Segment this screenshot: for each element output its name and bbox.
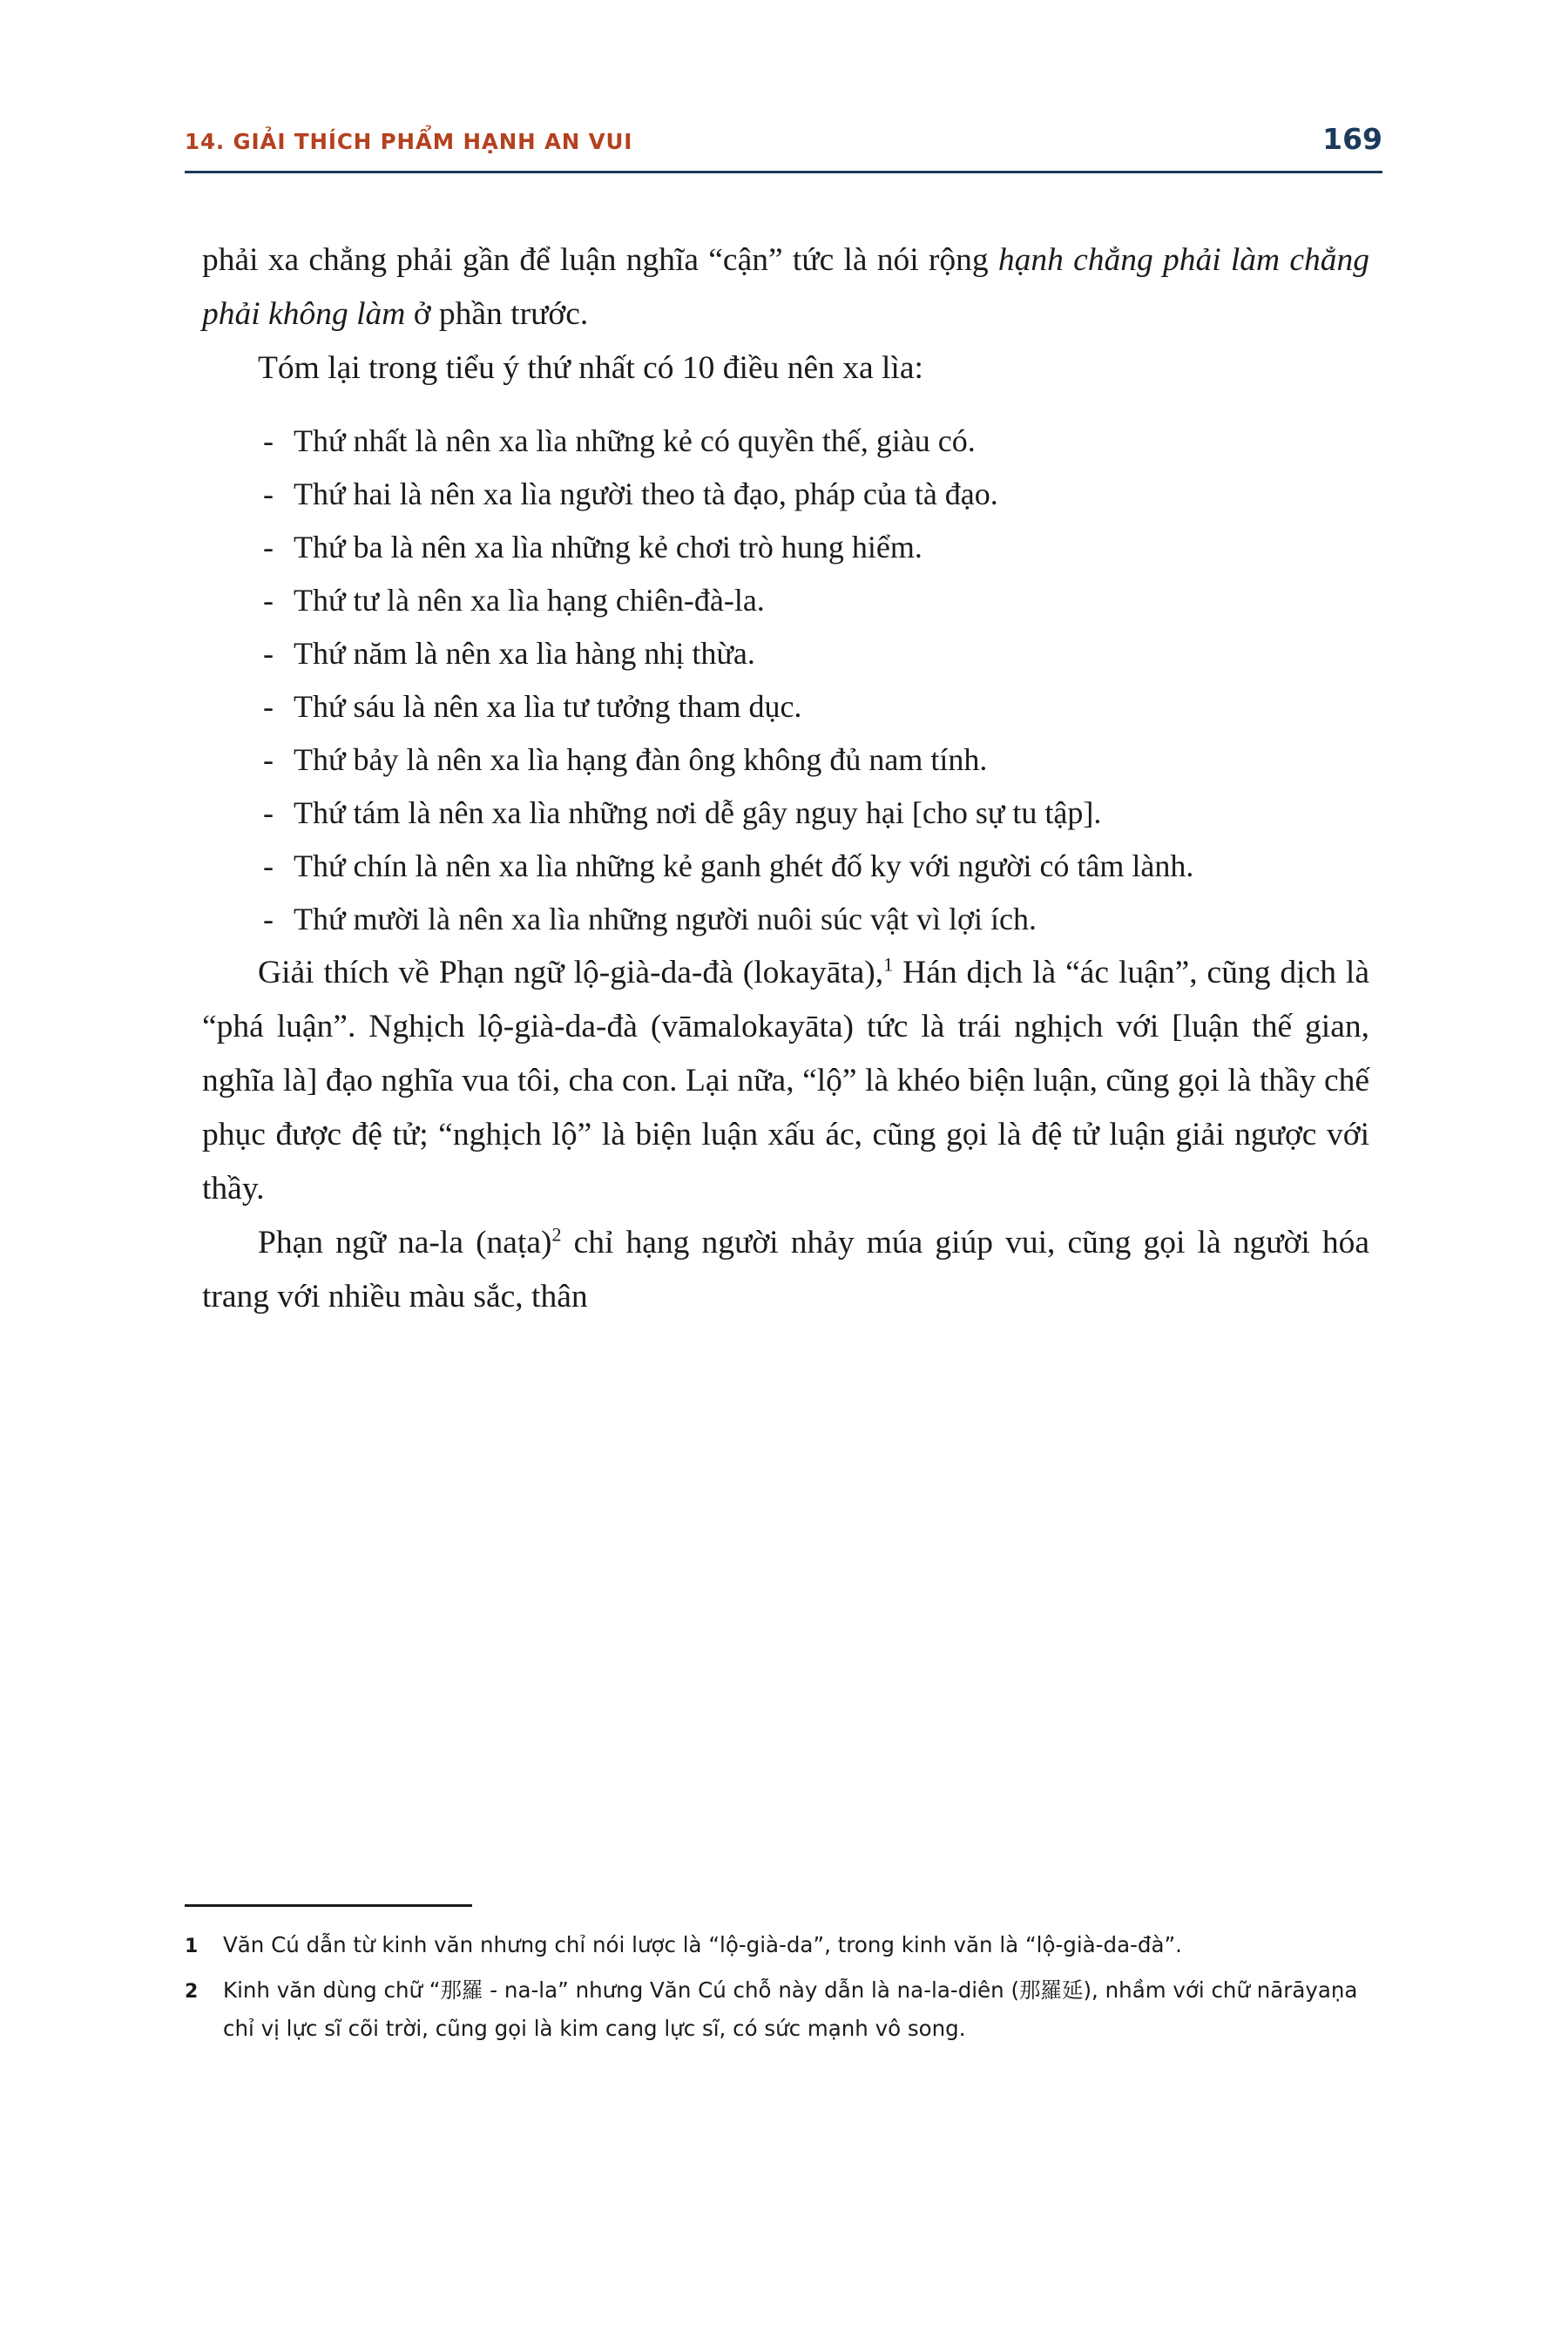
list-item (202, 733, 1369, 787)
footnote-marker: 1 (185, 1936, 199, 1957)
list-item-text: Thứ hai là nên xa lìa người theo tà đạo, pháp của tà đạo. (294, 476, 998, 511)
paragraph-lokayata-text-b: Hán dịch là “ác luận”, cũng dịch là “phá luận”. Nghịch lộ-già-da-đà (vāmalokayāta) tức là trái nghịch với [luận thế gian, nghĩa là] đạo nghĩa vua tôi, cha con. Lại nữa, “lộ” là khéo biện luận, cũng gọi là thầy chế phục được đệ tử; “nghịch lộ” là biện luận xấu ác, cũng gọi là đệ tử luận giải ngược với thầy. (202, 955, 1369, 1206)
paragraph-nata-text-b: chỉ hạng người nhảy múa giúp vui, cũng gọi là người hóa trang với nhiều màu sắc, thân (202, 1225, 1370, 1315)
list-item-text: Thứ tư là nên xa lìa hạng chiên-đà-la. (294, 583, 765, 618)
footnote-divider (185, 1904, 472, 1907)
running-title: 14. GIẢI THÍCH PHẨM HẠNH AN VUI (185, 129, 633, 154)
footnote-marker: 2 (185, 1981, 199, 2003)
list-item (202, 521, 1369, 574)
paragraph-lokayata-text-a: Giải thích về Phạn ngữ lộ-già-da-đà (lokayāta), (258, 955, 884, 990)
paragraph-summary: Tóm lại trong tiểu ý thứ nhất có 10 điều nên xa lìa: (258, 350, 923, 386)
list-item-text: Thứ chín là nên xa lìa những kẻ ganh ghét đố ky với người có tâm lành. (294, 848, 1194, 883)
list-item-text: Thứ bảy là nên xa lìa hạng đàn ông không đủ nam tính. (294, 742, 988, 777)
list-dash: - (263, 583, 274, 618)
list-dash: - (263, 689, 274, 724)
list-item (202, 468, 1369, 521)
list-item (202, 893, 1369, 946)
paragraph-lokayata (202, 946, 1369, 1216)
list-dash: - (263, 742, 274, 777)
ten-items-list (202, 415, 1369, 946)
page-body (202, 233, 1369, 1324)
footnote-ref-1[interactable]: 1 (883, 953, 894, 976)
paragraph-continuation-italic: hạnh chẳng phải làm chẳng phải không làm (202, 242, 1369, 332)
list-dash: - (263, 848, 274, 883)
paragraph-nata-text-a: Phạn ngữ na-la (naṭa) (258, 1225, 552, 1260)
list-item-text: Thứ nhất là nên xa lìa những kẻ có quyền thế, giàu có. (294, 423, 976, 458)
list-item-text: Thứ ba là nên xa lìa những kẻ chơi trò hung hiểm. (294, 530, 923, 564)
list-item-text: Thứ sáu là nên xa lìa tư tưởng tham dục. (294, 689, 802, 724)
list-dash: - (263, 902, 274, 936)
page-number: 169 (1322, 122, 1382, 156)
list-item (202, 840, 1369, 893)
list-item (202, 787, 1369, 840)
list-item-text: Thứ năm là nên xa lìa hàng nhị thừa. (294, 636, 755, 671)
list-dash: - (263, 423, 274, 458)
paragraph-nata (202, 1216, 1369, 1324)
footnote-item (185, 1926, 1387, 1966)
list-dash: - (263, 636, 274, 671)
paragraph-continuation-text-b: ở phần trước. (405, 296, 589, 332)
footnote-text: Kinh văn dùng chữ “那羅 - na-la” nhưng Văn Cú chỗ này dẫn là na-la-diên (那羅延), nhầm với chữ nārāyaṇa chỉ vị lực sĩ cõi trời, cũng gọi là kim cang lực sĩ, có sức mạnh vô song. (223, 1977, 1358, 2041)
list-item (202, 680, 1369, 733)
list-dash: - (263, 530, 274, 564)
paragraph-continuation (202, 233, 1369, 341)
footnote-item (185, 1971, 1387, 2048)
list-item (202, 627, 1369, 680)
footnote-section (185, 1904, 1387, 2053)
paragraph-continuation-text-a: phải xa chẳng phải gần để luận nghĩa “cận” tức là nói rộng (202, 242, 998, 278)
list-item (202, 415, 1369, 468)
footnote-ref-2[interactable]: 2 (551, 1223, 562, 1246)
header-divider (185, 171, 1382, 173)
list-item (202, 574, 1369, 627)
page-header (185, 122, 1382, 156)
list-dash: - (263, 476, 274, 511)
list-item-text: Thứ mười là nên xa lìa những người nuôi súc vật vì lợi ích. (294, 902, 1037, 936)
footnote-text: Văn Cú dẫn từ kinh văn nhưng chỉ nói lược là “lộ-già-da”, trong kinh văn là “lộ-già-da-đà”. (223, 1932, 1182, 1957)
list-item-text: Thứ tám là nên xa lìa những nơi dễ gây nguy hại [cho sự tu tập]. (294, 795, 1102, 830)
list-dash: - (263, 795, 274, 830)
